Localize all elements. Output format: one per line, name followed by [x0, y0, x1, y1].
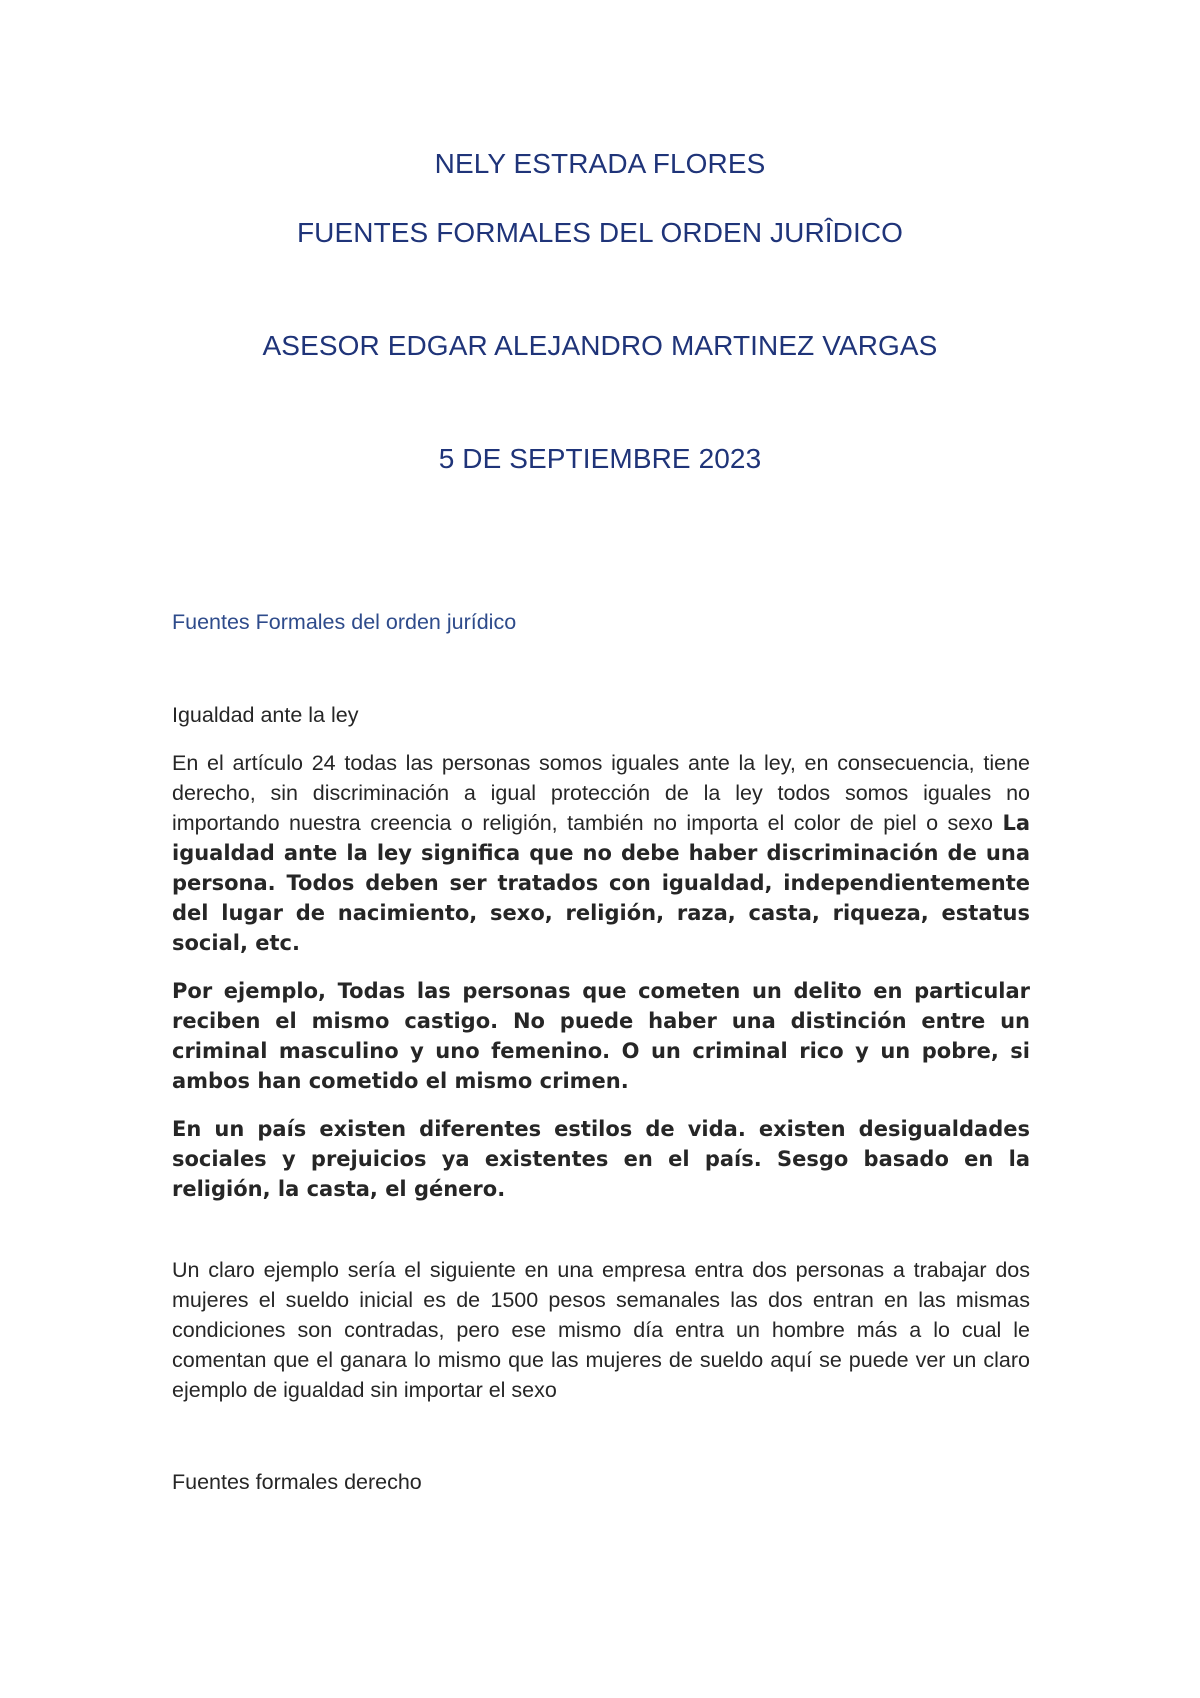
- final-heading: Fuentes formales derecho: [172, 1470, 422, 1494]
- section-title: Fuentes Formales del orden jurídico: [172, 610, 517, 634]
- author-name: NELY ESTRADA FLORES: [434, 148, 766, 179]
- paragraph-1: [172, 748, 1030, 958]
- paragraph-2: Por ejemplo, Todas las personas que cometen un delito en particular reciben el mismo castigo. No puede haber una distinción entre un criminal masculino y uno femenino. O un criminal rico y un pobre, si ambos han cometido el mismo crimen.: [172, 979, 1030, 1093]
- paragraph-3: En un país existen diferentes estilos de vida. existen desigualdades sociales y prejuicios ya existentes en el país. Sesgo basado en la religión, la casta, el género.: [172, 1117, 1030, 1201]
- document-date: 5 DE SEPTIEMBRE 2023: [438, 443, 762, 474]
- document-subject: FUENTES FORMALES DEL ORDEN JURÎDICO: [296, 217, 904, 248]
- paragraph-1-bold: La igualdad ante la ley significa que no debe haber discriminación de una persona. Todos deben ser tratados con igualdad, independientemente del lugar de nacimiento, sexo, religión, raza, casta, riqueza, estatus social, etc.: [172, 811, 1030, 955]
- paragraph-4: Un claro ejemplo sería el siguiente en una empresa entra dos personas a trabajar dos mujeres el sueldo inicial es de 1500 pesos semanales las dos entran en las mismas condiciones son contradas, pero ese mismo día entra un hombre más a lo cual le comentan que el ganara lo mismo que las mujeres de sueldo aquí se puede ver un claro ejemplo de igualdad sin importar el sexo: [172, 1258, 1030, 1402]
- advisor-name: ASESOR EDGAR ALEJANDRO MARTINEZ VARGAS: [262, 330, 938, 361]
- subheading: Igualdad ante la ley: [172, 703, 359, 727]
- paragraph-1-plain: En el artículo 24 todas las personas somos iguales ante la ley, en consecuencia, tiene derecho, sin discriminación a igual protección de la ley todos somos iguales no importando nuestra creencia o religión, también no importa el color de piel o sexo: [172, 751, 1030, 835]
